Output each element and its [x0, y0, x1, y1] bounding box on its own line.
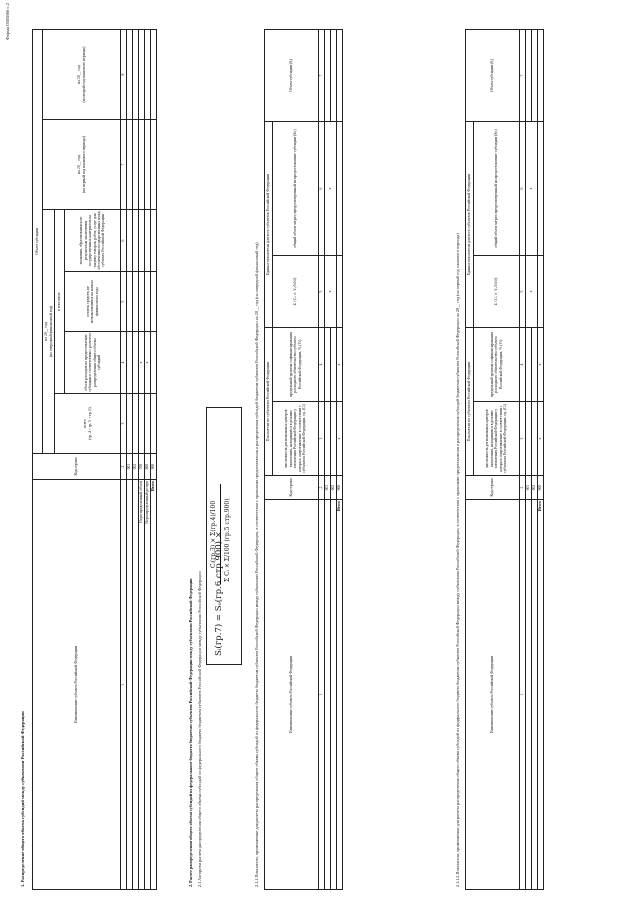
sub-num: 2 — [319, 476, 325, 500]
s1-num: 8 — [121, 30, 127, 120]
section2-1-1-2-title: 2.1.1.2 Показатели, применяемые для расчета распределения общего объема субсидий из федерального бюджета бюджетам субъектов Российской Федерации между субъектами Российской Федерации, в соответствии с правилами предоставления и распределения субсидий бюджетам субъектов Российской Федерации на 20__ год (на первый год планового периода) — [455, 233, 460, 887]
sub-num: 3 — [319, 402, 325, 476]
sub-code: 002 — [331, 476, 337, 500]
table-row — [337, 29, 343, 889]
sub-hdr-sum: Σ (Cᵢ × Yᵢ/100) — [273, 256, 319, 328]
s1-hdr-c4: объем расходов на предоставление субсидии в соответствии с расчетом распределения общего объема субсидий — [65, 332, 121, 394]
sub-hdr-region: Наименование субъекта Российской Федерации — [466, 500, 520, 890]
sub-hdr-region: Наименование субъекта Российской Федерации — [265, 500, 319, 890]
sub-hdr-ind2: предельный уровень софинансирования расходного обязательства субъекта Российской Федерации, % (Yi) — [273, 328, 319, 402]
s1-hdr-year-current: на 20__ год (на очередной финансовый год) — [43, 210, 55, 454]
sub-hdr-sum: Σ (Cᵢ × Yᵢ/100) — [474, 256, 520, 328]
sub-hdr-indicators: Показатели по субъектам Российской Федерации — [466, 328, 474, 476]
x-mark: x — [526, 121, 538, 255]
sub-code: 900 — [337, 476, 343, 500]
sub-hdr-single: Единые показатели для всех субъектов Российской Федерации — [265, 121, 273, 327]
x-mark: x — [538, 328, 544, 402]
sub-hdr-volume: Объем субсидии (Sᵢ) — [265, 29, 319, 121]
x-mark: x — [139, 332, 145, 394]
section2-1-title: 2.1 Алгоритм расчета распределения общего объема субсидий из федерального бюджета бюджетам субъектов Российской Федерации между субъектами Российской Федерации — [197, 571, 202, 887]
formula-fraction-bar — [220, 484, 221, 584]
s1-num: 4 — [121, 332, 127, 394]
s1-num: 5 — [121, 272, 127, 332]
total-label: Итого — [337, 500, 343, 890]
s1-num: 6 — [121, 210, 127, 272]
sub-hdr-code: Код строки — [466, 476, 520, 500]
sub-code: 900 — [538, 476, 544, 500]
sub-num: 7 — [520, 29, 526, 121]
sub-num: 5 — [319, 256, 325, 328]
sub-hdr-single: Единые показатели для всех субъектов Российской Федерации — [466, 121, 474, 327]
sub-num: 4 — [520, 328, 526, 402]
indicators-table-current-year — [264, 29, 343, 890]
x-mark: x — [325, 121, 337, 255]
formula-denominator: Σ Cᵢ × Σ/100 (гр.5 стр.900) — [224, 498, 231, 582]
x-mark: x — [526, 256, 538, 328]
s1-row-unallocated: Нераспределенный объем — [139, 480, 145, 890]
table-row — [538, 29, 544, 889]
s1-hdr-year-second: на 20__ год (на второй год планового периода) — [43, 30, 121, 120]
s1-num: 3 — [121, 394, 127, 454]
s1-code: 700 — [139, 454, 145, 480]
s1-code: 002 — [133, 454, 139, 480]
sub-code: 001 — [325, 476, 331, 500]
sub-hdr-ind1: численность региональных центров вымогания, находящихся в режиме затопления Российской Федерации у которых сопротивление в соответствии с субъектом Российской Федерации, ед. (Ci) — [474, 402, 520, 476]
sub-code: 001 — [526, 476, 532, 500]
table-row — [151, 30, 157, 890]
sub-hdr-indicators: Показатели по субъектам Российской Федерации — [265, 328, 273, 476]
x-mark: x — [337, 402, 343, 476]
s1-num: 1 — [121, 480, 127, 890]
sub-hdr-ind2: предельный уровень софинансирования расходного обязательства субъекта Российской Федерации, % (Yi) — [474, 328, 520, 402]
s1-num: 7 — [121, 120, 127, 210]
sub-hdr-avail: общий объем затрат, предусмотренный на предоставление субсидии (Sо) — [474, 121, 520, 255]
x-mark: x — [145, 332, 151, 394]
sub-hdr-ind1: численность региональных центров вымогания, находящихся в режиме затопления Российской Федерации у которых сопротивление в соответствии с субъектом Российской Федерации, ед. (Ci) — [273, 402, 319, 476]
section1-table — [32, 29, 157, 890]
sub-hdr-avail: общий объем затрат, предусмотренный на предоставление субсидии (Sо) — [273, 121, 319, 255]
total-label: Итого — [538, 500, 544, 890]
s1-hdr-volume: Объем субсидии — [33, 30, 43, 454]
sub-num: 5 — [520, 256, 526, 328]
formula-main: Sᵢ(гр.7) = Sₒ(гр.6 стр.900) × — [214, 531, 224, 656]
indicators-table-first-plan-year — [465, 29, 544, 890]
x-mark: x — [337, 328, 343, 402]
sub-hdr-code: Код строки — [265, 476, 319, 500]
s1-hdr-incl: в том числе — [55, 210, 65, 394]
sub-num: 2 — [520, 476, 526, 500]
s1-code: 900 — [151, 454, 157, 480]
s1-hdr-c5: остаток средств, не использованных на начало финансового года — [65, 272, 121, 332]
x-mark: x — [538, 402, 544, 476]
s1-hdr-code: Код строки — [33, 454, 121, 480]
sub-num: 1 — [520, 500, 526, 890]
sub-code: 002 — [532, 476, 538, 500]
s1-row-total: Итого — [151, 480, 157, 890]
s1-hdr-year-first: на 20__ год (на первый год планового периода) — [43, 120, 121, 210]
distribution-formula — [206, 407, 242, 665]
section1-title: 1. Распределение общего объема субсидий между субъектами Российской Федерации — [20, 711, 25, 887]
s1-code: 800 — [145, 454, 151, 480]
s1-code: 001 — [127, 454, 133, 480]
x-mark: x — [325, 256, 337, 328]
sub-num: 7 — [319, 29, 325, 121]
sub-num: 6 — [319, 121, 325, 255]
sub-num: 3 — [520, 402, 526, 476]
sub-num: 4 — [319, 328, 325, 402]
section2-title: 2. Расчет распределения общего объема субсидий из федерального бюджета бюджетам субъектов Российской Федерации между субъектами Российской Федерации — [188, 578, 193, 887]
s1-hdr-total: всего (гр. 4 + гр. 5 + гр. 6) — [55, 394, 121, 454]
s1-num: 2 — [121, 454, 127, 480]
section2-1-1-title: 2.1.1 Показатели, применяемые для расчета распределения общего объема субсидий из федерального бюджета бюджетам субъектов Российской Федерации между субъектами Российской Федерации, в соответствии с правилами предоставления и распределения субсидий бюджетам субъектов Российской Федерации на 20__ год (на очередной финансовый год) — [254, 242, 259, 887]
s1-hdr-c6: экономия, образовавшаяся по результатам заключения государственных контрактов на закупку товаров, работ, услуг для обеспечения государственных нужд субъекта Российской Федерации — [65, 210, 121, 272]
sub-num: 6 — [520, 121, 526, 255]
sub-hdr-volume: Объем субсидии (Sᵢ) — [466, 29, 520, 121]
form-label: Форма 0505806 с.2 — [5, 3, 10, 40]
formula-numerator: Cᵢ(гр.3) × Σ(гр.4)/100 — [210, 500, 217, 568]
s1-hdr-region: Наименование субъекта Российской Федерации — [33, 480, 121, 890]
s1-row-reserve: Нераспределенный резерв — [145, 480, 151, 890]
sub-num: 1 — [319, 500, 325, 890]
